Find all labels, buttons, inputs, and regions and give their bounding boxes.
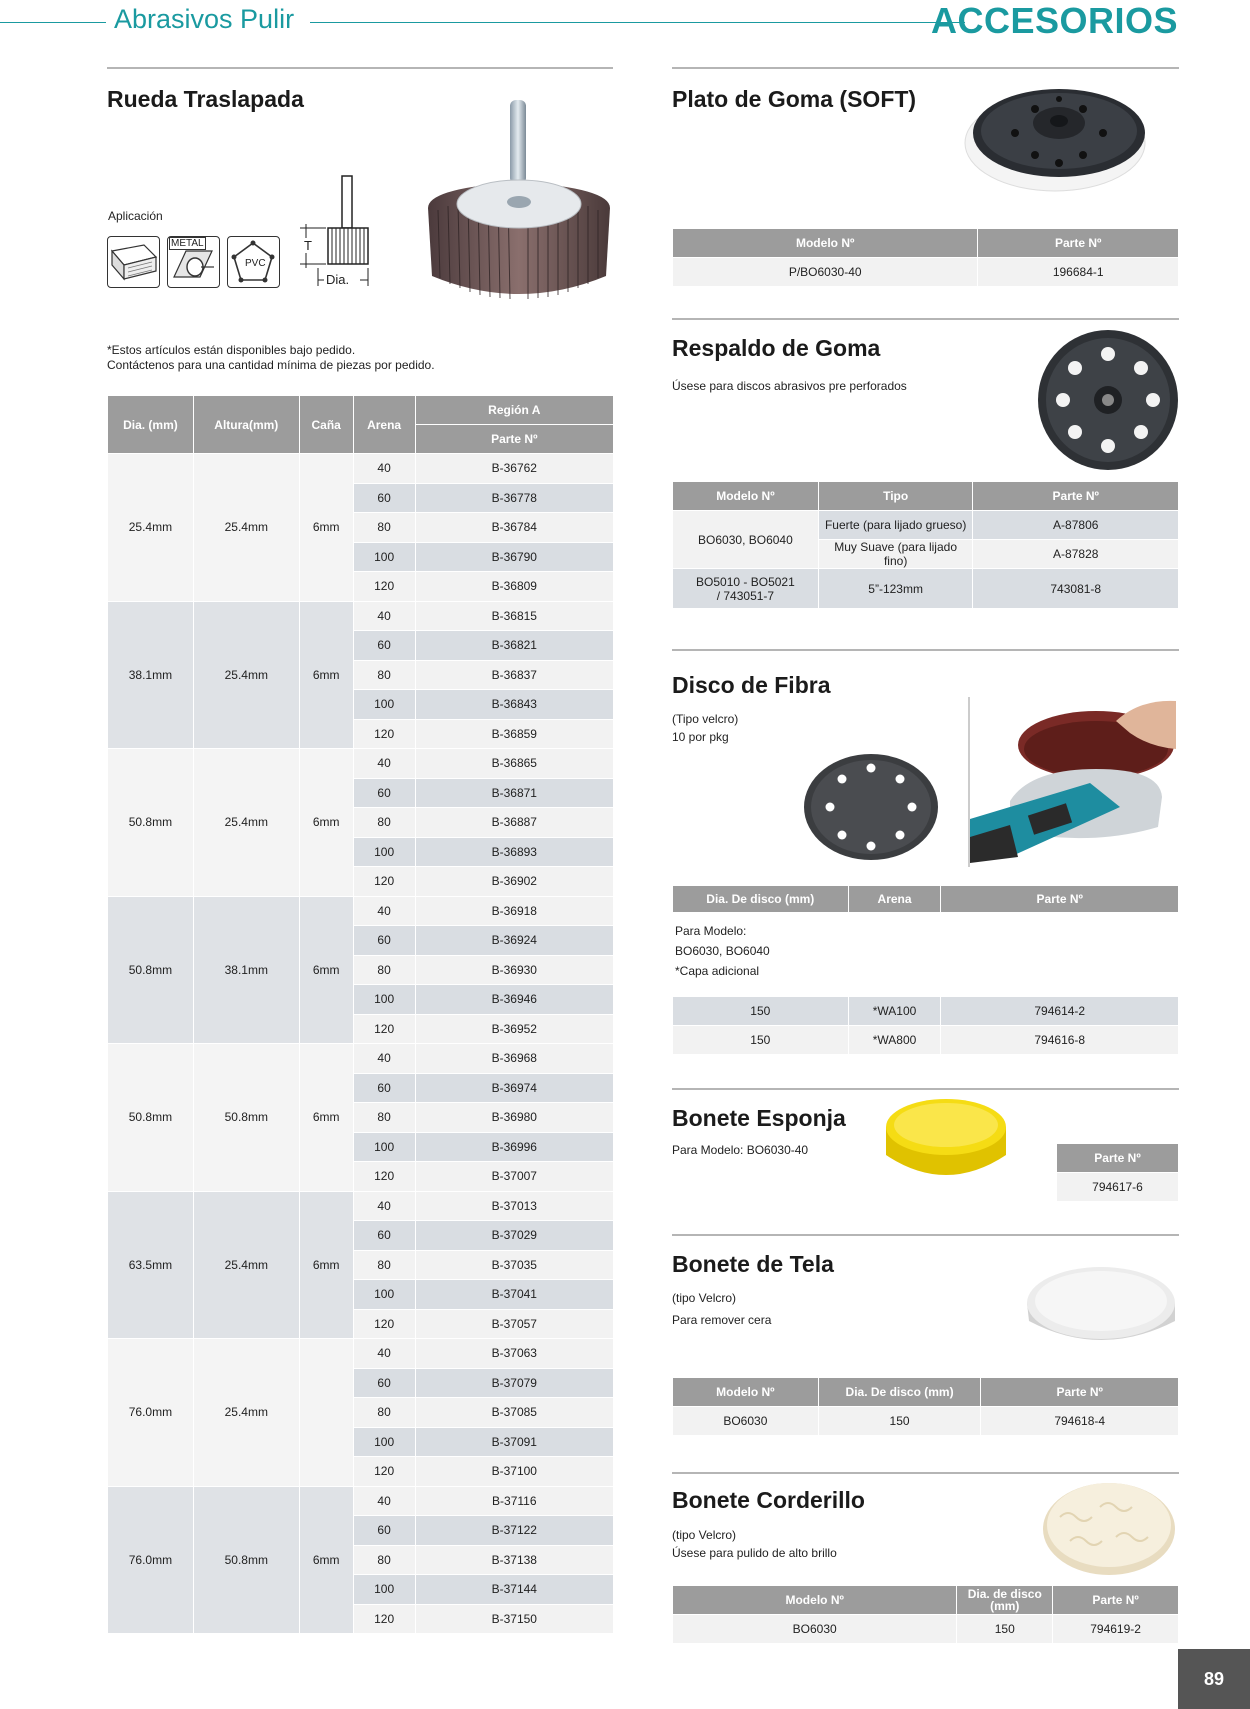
arena-cell: 80 <box>353 513 415 543</box>
plato-title: Plato de Goma (SOFT) <box>672 86 917 112</box>
disco-modelos: BO6030, BO6040 <box>675 944 770 958</box>
arena-cell: 80 <box>353 1545 415 1575</box>
arena-cell: 60 <box>353 926 415 956</box>
parte-cell: B-37007 <box>415 1162 613 1192</box>
metal-application-icon <box>167 236 220 288</box>
tela-desc-1: (tipo Velcro) <box>672 1291 737 1305</box>
page-number: 89 <box>1178 1649 1250 1709</box>
corderillo-col-parte: Parte Nº <box>1053 1586 1179 1615</box>
parte-cell: B-36809 <box>415 572 613 602</box>
parte-cell: B-36790 <box>415 542 613 572</box>
corderillo-parte: 794619-2 <box>1053 1615 1179 1644</box>
cana-cell: 6mm <box>299 1486 353 1634</box>
plato-parte: 196684-1 <box>978 258 1179 287</box>
respaldo-col-modelo: Modelo Nº <box>673 482 819 511</box>
parte-cell: B-37079 <box>415 1368 613 1398</box>
arena-cell: 40 <box>353 1044 415 1074</box>
metal-label: METAL <box>171 238 204 249</box>
altura-cell: 25.4mm <box>193 601 299 749</box>
backing-pad-image <box>955 85 1155 193</box>
tela-col-modelo: Modelo Nº <box>673 1378 819 1407</box>
respaldo-model-2: BO5010 - BO5021 / 743051-7 <box>673 569 819 609</box>
respaldo-tipo-1b: Muy Suave (para lijado fino) <box>818 540 973 569</box>
arena-cell: 100 <box>353 1280 415 1310</box>
arena-cell: 40 <box>353 749 415 779</box>
table-row <box>108 601 614 631</box>
disco-parte-1: 794614-2 <box>941 997 1179 1026</box>
parte-cell: B-37029 <box>415 1221 613 1251</box>
rueda-title: Rueda Traslapada <box>107 86 304 112</box>
col-dia: Dia. (mm) <box>108 396 194 454</box>
arena-cell: 120 <box>353 1162 415 1192</box>
disco-col-arena: Arena <box>848 886 941 913</box>
respaldo-parte-2: 743081-8 <box>973 569 1179 609</box>
tela-parte: 794618-4 <box>981 1407 1179 1436</box>
cana-cell: 6mm <box>299 454 353 602</box>
table-row <box>108 1044 614 1074</box>
section-divider <box>672 1088 1179 1090</box>
backing-pad-holes-image <box>1035 328 1181 472</box>
tela-desc-2: Para remover cera <box>672 1313 772 1327</box>
arena-cell: 120 <box>353 572 415 602</box>
dim-dia-label: Dia. <box>326 272 350 287</box>
cloth-bonnet-image <box>1023 1263 1179 1351</box>
table-row <box>108 1339 614 1369</box>
arena-cell: 120 <box>353 1457 415 1487</box>
pvc-label: PVC <box>245 258 266 269</box>
parte-cell: B-36837 <box>415 660 613 690</box>
altura-cell: 50.8mm <box>193 1044 299 1192</box>
arena-cell: 100 <box>353 1132 415 1162</box>
section-divider <box>672 649 1179 651</box>
parte-cell: B-36902 <box>415 867 613 897</box>
parte-cell: B-36996 <box>415 1132 613 1162</box>
parte-cell: B-37144 <box>415 1575 613 1605</box>
table-row <box>108 454 614 484</box>
parte-cell: B-36980 <box>415 1103 613 1133</box>
plato-modelo: P/BO6030-40 <box>673 258 978 287</box>
disco-dia-1: 150 <box>673 997 849 1026</box>
table-row <box>108 1486 614 1516</box>
sponge-bonnet-image <box>882 1095 1010 1189</box>
arena-cell: 80 <box>353 1398 415 1428</box>
tela-col-dia: Dia. De disco (mm) <box>818 1378 981 1407</box>
arena-cell: 60 <box>353 1073 415 1103</box>
header-line-right <box>310 22 965 23</box>
col-arena: Arena <box>353 396 415 454</box>
cana-cell: 6mm <box>299 601 353 749</box>
col-region: Región A <box>415 396 613 425</box>
parte-cell: B-36968 <box>415 1044 613 1074</box>
respaldo-tipo-2: 5”-123mm <box>818 569 973 609</box>
parte-cell: B-36843 <box>415 690 613 720</box>
parte-cell: B-37035 <box>415 1250 613 1280</box>
respaldo-parte-1b: A-87828 <box>973 540 1179 569</box>
respaldo-parte-1a: A-87806 <box>973 511 1179 540</box>
respaldo-tipo-1a: Fuerte (para lijado grueso) <box>818 511 973 540</box>
corderillo-desc-2: Úsese para pulido de alto brillo <box>672 1546 837 1560</box>
arena-cell: 60 <box>353 1516 415 1546</box>
header-title: ACCESORIOS <box>930 0 1178 41</box>
sander-in-use-image <box>968 697 1178 867</box>
altura-cell: 50.8mm <box>193 1486 299 1634</box>
parte-cell: B-36871 <box>415 778 613 808</box>
parte-cell: B-36778 <box>415 483 613 513</box>
arena-cell: 40 <box>353 1486 415 1516</box>
corderillo-col-modelo: Modelo Nº <box>673 1586 957 1615</box>
corderillo-title: Bonete Corderillo <box>672 1487 865 1513</box>
arena-cell: 100 <box>353 985 415 1015</box>
esponja-title: Bonete Esponja <box>672 1105 846 1131</box>
plato-col-modelo: Modelo Nº <box>673 229 978 258</box>
disco-para-modelo: Para Modelo: <box>675 924 747 938</box>
parte-cell: B-36924 <box>415 926 613 956</box>
tela-dia: 150 <box>818 1407 981 1436</box>
parte-cell: B-36930 <box>415 955 613 985</box>
tela-modelo: BO6030 <box>673 1407 819 1436</box>
arena-cell: 40 <box>353 896 415 926</box>
respaldo-desc: Úsese para discos abrasivos pre perforados <box>672 379 907 393</box>
respaldo-model-1: BO6030, BO6040 <box>673 511 819 569</box>
arena-cell: 120 <box>353 719 415 749</box>
tela-title: Bonete de Tela <box>672 1251 834 1277</box>
parte-cell: B-37085 <box>415 1398 613 1428</box>
parte-cell: B-37122 <box>415 1516 613 1546</box>
pvc-application-icon <box>227 236 280 288</box>
arena-cell: 120 <box>353 1309 415 1339</box>
cana-cell: 6mm <box>299 896 353 1044</box>
corderillo-desc-1: (tipo Velcro) <box>672 1528 737 1542</box>
arena-cell: 60 <box>353 1221 415 1251</box>
col-altura: Altura(mm) <box>193 396 299 454</box>
parte-cell: B-36762 <box>415 454 613 484</box>
section-divider <box>672 318 1179 320</box>
arena-cell: 60 <box>353 778 415 808</box>
fiber-disc-image <box>802 752 940 862</box>
tela-col-parte: Parte Nº <box>981 1378 1179 1407</box>
dia-cell: 76.0mm <box>108 1486 194 1634</box>
disco-table <box>672 885 1179 1055</box>
parte-cell: B-37100 <box>415 1457 613 1487</box>
parte-cell: B-37013 <box>415 1191 613 1221</box>
dia-cell: 25.4mm <box>108 454 194 602</box>
section-divider <box>672 67 1179 69</box>
parte-cell: B-36887 <box>415 808 613 838</box>
arena-cell: 100 <box>353 1427 415 1457</box>
cana-cell: 6mm <box>299 1044 353 1192</box>
parte-cell: B-36952 <box>415 1014 613 1044</box>
disco-dia-2: 150 <box>673 1026 849 1055</box>
arena-cell: 60 <box>353 1368 415 1398</box>
parte-cell: B-36784 <box>415 513 613 543</box>
arena-cell: 100 <box>353 1575 415 1605</box>
section-divider <box>672 1472 1179 1474</box>
disco-desc-2: 10 por pkg <box>672 730 729 744</box>
section-divider <box>107 67 613 69</box>
respaldo-title: Respaldo de Goma <box>672 335 881 361</box>
altura-cell: 25.4mm <box>193 454 299 602</box>
flap-wheel-image <box>424 98 614 310</box>
respaldo-table <box>672 481 1179 609</box>
respaldo-col-tipo: Tipo <box>818 482 973 511</box>
arena-cell: 120 <box>353 867 415 897</box>
header-subtitle: Abrasivos Pulir <box>114 4 295 34</box>
parte-cell: B-37041 <box>415 1280 613 1310</box>
respaldo-col-parte: Parte Nº <box>973 482 1179 511</box>
parte-cell: B-37116 <box>415 1486 613 1516</box>
wood-application-icon <box>107 236 160 288</box>
altura-cell: 25.4mm <box>193 1191 299 1339</box>
tela-table <box>672 1377 1179 1436</box>
arena-cell: 80 <box>353 1250 415 1280</box>
plato-col-parte: Parte Nº <box>978 229 1179 258</box>
table-row <box>108 749 614 779</box>
parte-cell: B-36865 <box>415 749 613 779</box>
parte-cell: B-36893 <box>415 837 613 867</box>
dia-cell: 76.0mm <box>108 1339 194 1487</box>
disco-arena-2: *WA800 <box>848 1026 941 1055</box>
arena-cell: 80 <box>353 1103 415 1133</box>
disco-capa: *Capa adicional <box>675 964 760 978</box>
arena-cell: 60 <box>353 631 415 661</box>
parte-cell: B-37138 <box>415 1545 613 1575</box>
cana-cell: 6mm <box>299 749 353 897</box>
col-parte: Parte Nº <box>415 425 613 454</box>
esponja-parte: 794617-6 <box>1057 1173 1179 1202</box>
esponja-col-parte: Parte Nº <box>1057 1144 1179 1173</box>
dia-cell: 38.1mm <box>108 601 194 749</box>
arena-cell: 40 <box>353 601 415 631</box>
corderillo-modelo: BO6030 <box>673 1615 957 1644</box>
arena-cell: 100 <box>353 837 415 867</box>
parte-cell: B-37057 <box>415 1309 613 1339</box>
arena-cell: 80 <box>353 955 415 985</box>
dim-t-label: T <box>304 238 312 253</box>
altura-cell: 25.4mm <box>193 749 299 897</box>
corderillo-table <box>672 1585 1179 1644</box>
section-divider <box>672 1234 1179 1236</box>
wool-bonnet-image <box>1040 1477 1178 1577</box>
corderillo-dia: 150 <box>957 1615 1053 1644</box>
rueda-note-2: Contáctenos para una cantidad mínima de piezas por pedido. <box>107 358 435 372</box>
disco-col-dia: Dia. De disco (mm) <box>673 886 849 913</box>
dia-cell: 50.8mm <box>108 1044 194 1192</box>
arena-cell: 100 <box>353 690 415 720</box>
parte-cell: B-37063 <box>415 1339 613 1369</box>
parte-cell: B-36918 <box>415 896 613 926</box>
flap-wheel-dimension-diagram <box>296 172 376 292</box>
rueda-note-1: *Estos artículos están disponibles bajo pedido. <box>107 343 356 357</box>
dia-cell: 50.8mm <box>108 749 194 897</box>
disco-title: Disco de Fibra <box>672 672 831 698</box>
arena-cell: 80 <box>353 660 415 690</box>
altura-cell: 38.1mm <box>193 896 299 1044</box>
table-row <box>108 1191 614 1221</box>
parte-cell: B-37150 <box>415 1604 613 1634</box>
altura-cell: 25.4mm <box>193 1339 299 1487</box>
dia-cell: 63.5mm <box>108 1191 194 1339</box>
plato-table <box>672 228 1179 287</box>
aplicacion-label: Aplicación <box>108 209 163 223</box>
arena-cell: 40 <box>353 1339 415 1369</box>
esponja-table <box>1056 1143 1179 1202</box>
disco-parte-2: 794616-8 <box>941 1026 1179 1055</box>
arena-cell: 100 <box>353 542 415 572</box>
rueda-table <box>107 395 614 1634</box>
disco-desc-1: (Tipo velcro) <box>672 712 739 726</box>
parte-cell: B-37091 <box>415 1427 613 1457</box>
parte-cell: B-36946 <box>415 985 613 1015</box>
arena-cell: 40 <box>353 454 415 484</box>
col-cana: Caña <box>299 396 353 454</box>
cana-cell <box>299 1339 353 1487</box>
parte-cell: B-36821 <box>415 631 613 661</box>
arena-cell: 120 <box>353 1014 415 1044</box>
parte-cell: B-36859 <box>415 719 613 749</box>
cana-cell: 6mm <box>299 1191 353 1339</box>
arena-cell: 40 <box>353 1191 415 1221</box>
arena-cell: 60 <box>353 483 415 513</box>
parte-cell: B-36815 <box>415 601 613 631</box>
header-line-left <box>0 22 106 23</box>
corderillo-col-dia: Dia. de disco (mm) <box>957 1586 1053 1615</box>
parte-cell: B-36974 <box>415 1073 613 1103</box>
disco-col-parte: Parte Nº <box>941 886 1179 913</box>
disco-arena-1: *WA100 <box>848 997 941 1026</box>
dia-cell: 50.8mm <box>108 896 194 1044</box>
esponja-desc: Para Modelo: BO6030-40 <box>672 1143 809 1157</box>
table-row <box>108 896 614 926</box>
arena-cell: 80 <box>353 808 415 838</box>
arena-cell: 120 <box>353 1604 415 1634</box>
